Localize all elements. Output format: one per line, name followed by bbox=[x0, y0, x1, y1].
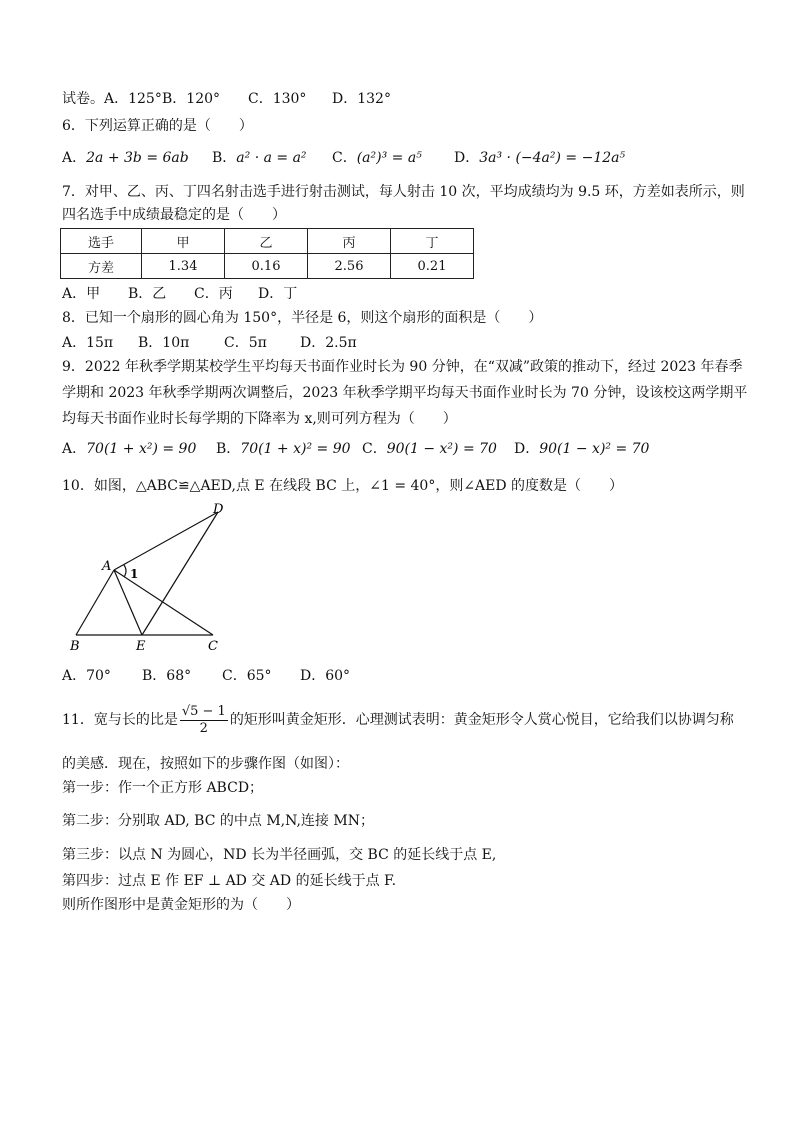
label-b: B bbox=[70, 639, 80, 654]
q6-option-d-label: D． bbox=[454, 150, 480, 166]
fraction-numerator: √5 − 1 bbox=[181, 703, 226, 719]
segment-ac bbox=[114, 570, 213, 635]
q6-option-b-label: B． bbox=[212, 150, 237, 166]
q11-stem-prefix: 11．宽与长的比是 bbox=[62, 712, 178, 728]
q7-option-a: A．甲 bbox=[62, 286, 101, 302]
segment-de bbox=[142, 512, 218, 635]
q11-stem-suffix: 的矩形叫黄金矩形．心理测试表明：黄金矩形令人赏心悦目，它给我们以协调匀称 bbox=[229, 712, 734, 728]
q9-line2: 学期和 2023 年秋季学期两次调整后，2023 年秋季学期平均每天书面作业时长为 70 分钟，设该校这两学期平 bbox=[62, 385, 748, 401]
table-cell: 甲 bbox=[142, 229, 225, 254]
q5-option-b: B．120° bbox=[162, 91, 221, 107]
segment-ab bbox=[76, 570, 114, 635]
q8-option-a: A．15π bbox=[62, 335, 114, 351]
q6-option-a-expr: 2a + 3b = 6ab bbox=[86, 150, 189, 166]
table-cell: 丁 bbox=[391, 229, 474, 254]
q5-option-d: D．132° bbox=[332, 91, 391, 107]
q8-option-c: C．5π bbox=[224, 335, 267, 351]
q9-option-d-expr: 90(1 − x)² = 70 bbox=[539, 441, 650, 457]
q7-stem-line1: 7．对甲、乙、丙、丁四名射击选手进行射击测试，每人射击 10 次，平均成绩均为 9.5 环，方差如表所示，则 bbox=[62, 184, 745, 200]
triangle-figure bbox=[60, 500, 240, 660]
segment-ad bbox=[114, 512, 218, 570]
table-cell: 2.56 bbox=[308, 254, 391, 279]
q9-line3: 均每天书面作业时长每学期的下降率为 x,则可列方程为（ ） bbox=[62, 411, 457, 427]
table-cell: 乙 bbox=[225, 229, 308, 254]
q11-line2: 的美感．现在，按照如下的步骤作图（如图）： bbox=[62, 756, 349, 772]
q10-stem: 10．如图，△ABC≌△AED,点 E 在线段 BC 上，∠1 = 40°，则∠AED 的度数是（ ） bbox=[62, 478, 624, 494]
q5-option-c: C．130° bbox=[248, 91, 307, 107]
q7-option-c: C．丙 bbox=[194, 286, 233, 302]
q6-option-a-label: A． bbox=[62, 150, 87, 166]
q11-stem bbox=[62, 702, 734, 738]
variance-table bbox=[60, 228, 474, 279]
table-cell: 0.21 bbox=[391, 254, 474, 279]
q6-stem: 6．下列运算正确的是（ ） bbox=[62, 118, 253, 134]
q7-options bbox=[62, 284, 297, 304]
q6-options bbox=[62, 148, 625, 168]
q9-option-c-expr: 90(1 − x²) = 70 bbox=[386, 441, 497, 457]
table-row bbox=[61, 254, 474, 279]
q5-option-a: A．125° bbox=[104, 91, 162, 107]
q7-stem-line2: 四名选手中成绩最稳定的是（ ） bbox=[62, 207, 286, 223]
q11-ask: 则所作图形中是黄金矩形的为（ ） bbox=[62, 897, 300, 913]
q10-option-d: D．60° bbox=[300, 668, 351, 684]
q11-step4: 第四步：过点 E 作 EF ⊥ AD 交 AD 的延长线于点 F. bbox=[62, 873, 397, 889]
table-cell: 选手 bbox=[61, 229, 142, 254]
table-cell: 0.16 bbox=[225, 254, 308, 279]
q9-option-a-label: A． bbox=[62, 441, 87, 457]
q10-option-c: C．65° bbox=[222, 668, 272, 684]
golden-ratio-fraction bbox=[180, 704, 228, 737]
q6-option-d-expr: 3a³ · (−4a²) = −12a⁵ bbox=[479, 150, 626, 166]
q10-option-a: A．70° bbox=[62, 668, 111, 684]
q7-option-b: B．乙 bbox=[128, 286, 167, 302]
q6-option-c-expr: (a²)³ = a⁵ bbox=[356, 150, 422, 166]
q9-options bbox=[62, 439, 649, 459]
q6-option-c-label: C． bbox=[332, 150, 357, 166]
q7-option-d: D．丁 bbox=[258, 286, 298, 302]
q8-option-b: B．10π bbox=[138, 335, 190, 351]
label-e: E bbox=[136, 639, 146, 654]
q9-line1: 9．2022 年秋季学期某校学生平均每天书面作业时长为 90 分钟，在“双减”政策的推动下，经过 2023 年春季 bbox=[62, 359, 743, 375]
q9-option-b-expr: 70(1 + x)² = 90 bbox=[240, 441, 351, 457]
q11-step1: 第一步：作一个正方形 ABCD； bbox=[62, 780, 264, 796]
q9-option-c-label: C． bbox=[362, 441, 387, 457]
q8-option-d: D．2.5π bbox=[300, 335, 357, 351]
table-cell: 丙 bbox=[308, 229, 391, 254]
q8-options bbox=[62, 333, 357, 353]
table-row bbox=[61, 229, 474, 254]
label-angle-1: 1 bbox=[130, 567, 139, 581]
angle-1-arc bbox=[124, 565, 126, 577]
q8-stem: 8．已知一个扇形的圆心角为 150°，半径是 6，则这个扇形的面积是（ ） bbox=[62, 310, 543, 326]
table-cell: 1.34 bbox=[142, 254, 225, 279]
q9-option-a-expr: 70(1 + x²) = 90 bbox=[86, 441, 197, 457]
table-cell: 方差 bbox=[61, 254, 142, 279]
label-a: A bbox=[102, 559, 112, 574]
q10-options bbox=[62, 666, 350, 686]
label-c: C bbox=[208, 639, 218, 654]
q9-option-b-label: B． bbox=[216, 441, 241, 457]
q11-step3: 第三步：以点 N 为圆心，ND 长为半径画弧，交 BC 的延长线于点 E, bbox=[62, 847, 497, 863]
label-d: D bbox=[213, 502, 224, 517]
q5-prefix: 试卷。 bbox=[62, 91, 104, 107]
q10-option-b: B．68° bbox=[142, 668, 192, 684]
fraction-denominator: 2 bbox=[199, 720, 208, 736]
q6-option-b-expr: a² · a = a² bbox=[236, 150, 307, 166]
q5-options bbox=[62, 89, 391, 109]
q11-step2: 第二步：分别取 AD, BC 的中点 M,N,连接 MN； bbox=[62, 813, 374, 829]
q9-option-d-label: D． bbox=[514, 441, 540, 457]
